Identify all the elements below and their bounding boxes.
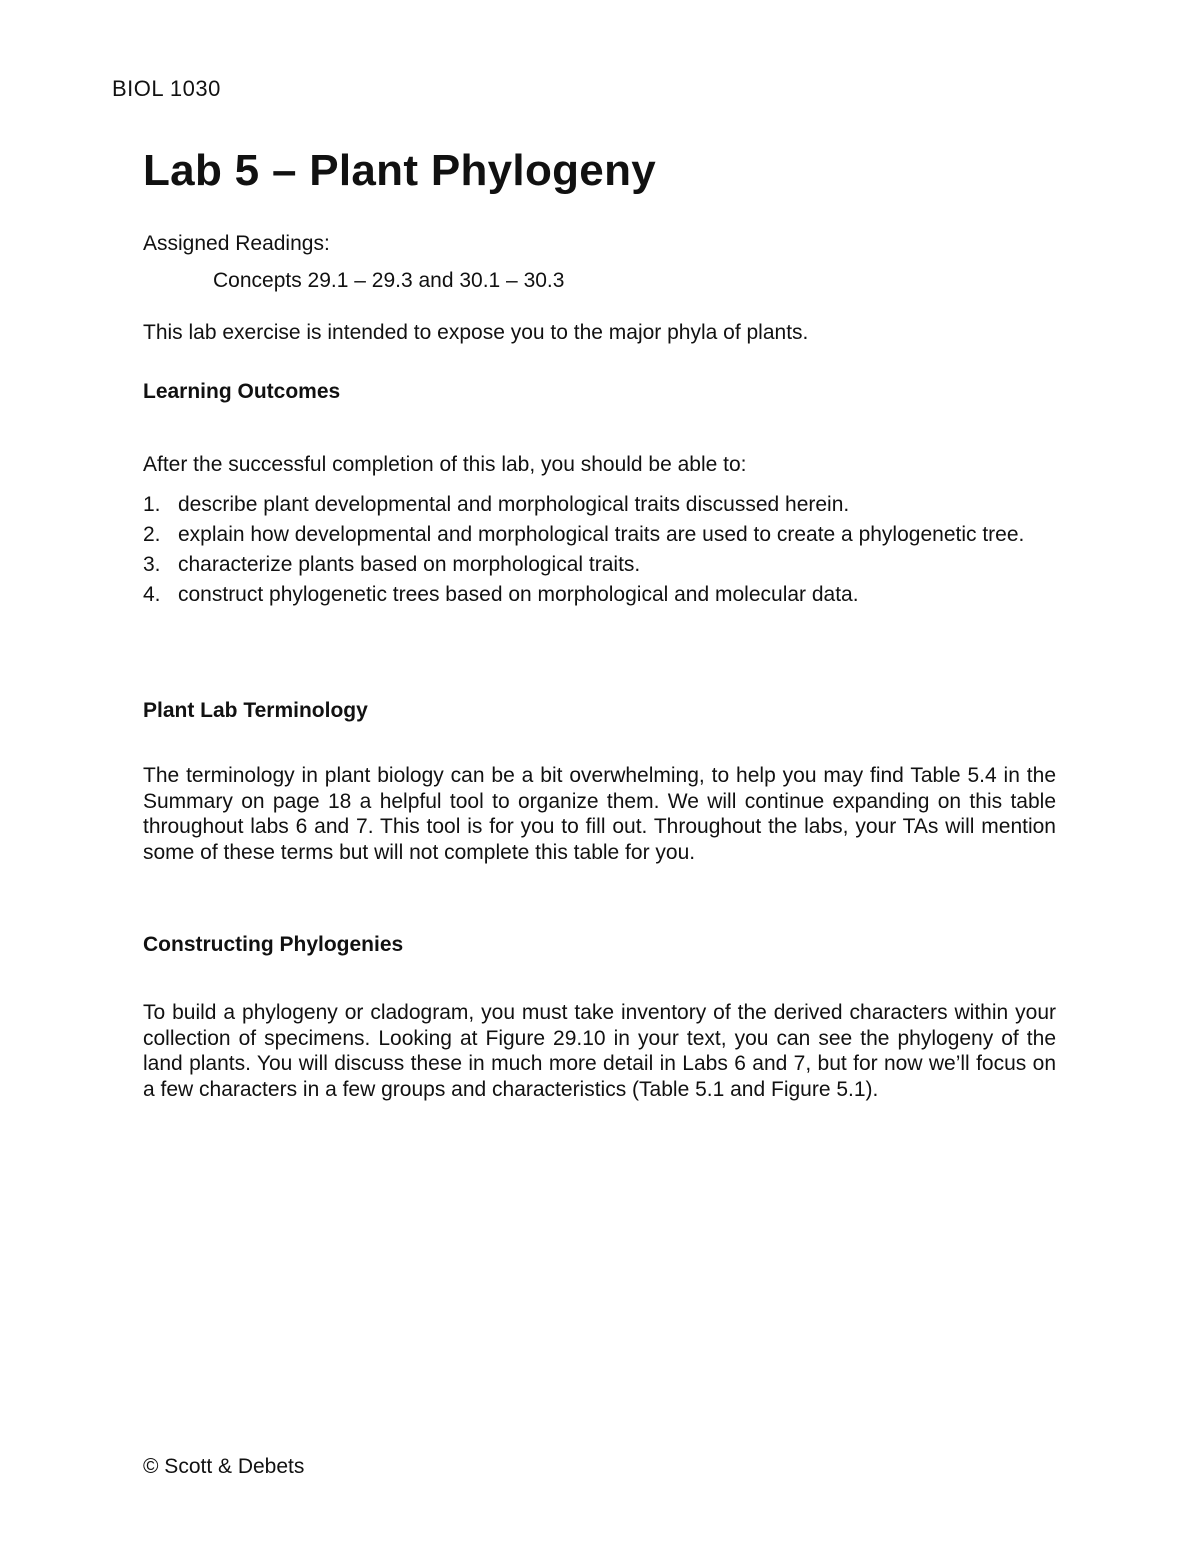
readings-concepts: Concepts 29.1 – 29.3 and 30.1 – 30.3 bbox=[213, 269, 565, 292]
list-item-text: characterize plants based on morphological traits. bbox=[178, 553, 641, 576]
list-item bbox=[143, 492, 1056, 517]
learning-outcomes-heading: Learning Outcomes bbox=[143, 380, 341, 403]
readings-label: Assigned Readings: bbox=[143, 232, 330, 255]
constructing-phylogenies-heading: Constructing Phylogenies bbox=[143, 933, 404, 956]
list-item-text: explain how developmental and morphological traits are used to create a phylogenetic tree. bbox=[178, 523, 1025, 546]
constructing-phylogenies-paragraph: To build a phylogeny or cladogram, you must take inventory of the derived characters within your collection of specimens. Looking at Figure 29.10 in your text, you can see the phylogeny of the land plants. You will discuss these in much more detail in Labs 6 and 7, but for now we’ll focus on a few characters in a few groups and characteristics (Table 5.1 and Figure 5.1). bbox=[143, 1001, 1056, 1101]
terminology-heading: Plant Lab Terminology bbox=[143, 699, 368, 722]
list-item-number: 3. bbox=[143, 553, 161, 576]
page-title: Lab 5 – Plant Phylogeny bbox=[143, 146, 657, 195]
list-item-number: 1. bbox=[143, 493, 161, 516]
list-item-number: 4. bbox=[143, 583, 161, 606]
course-code: BIOL 1030 bbox=[112, 76, 221, 101]
list-item bbox=[143, 552, 1056, 577]
terminology-paragraph: The terminology in plant biology can be a bit overwhelming, to help you may find Table 5.4 in the Summary on page 18 a helpful tool to organize them. We will continue expanding on this table throughout labs 6 and 7. This tool is for you to fill out. Throughout the labs, your TAs will mention some of these terms but will not complete this table for you. bbox=[143, 764, 1056, 864]
list-item-text: describe plant developmental and morphological traits discussed herein. bbox=[178, 493, 850, 516]
learning-outcomes-lead: After the successful completion of this lab, you should be able to: bbox=[143, 453, 747, 476]
copyright-footer: © Scott & Debets bbox=[143, 1455, 305, 1478]
list-item-number: 2. bbox=[143, 523, 161, 546]
list-item-text: construct phylogenetic trees based on morphological and molecular data. bbox=[178, 583, 859, 606]
intro-paragraph: This lab exercise is intended to expose you to the major phyla of plants. bbox=[143, 321, 809, 344]
list-item bbox=[143, 582, 1056, 607]
learning-outcomes-list bbox=[143, 492, 1056, 612]
list-item bbox=[143, 522, 1056, 547]
